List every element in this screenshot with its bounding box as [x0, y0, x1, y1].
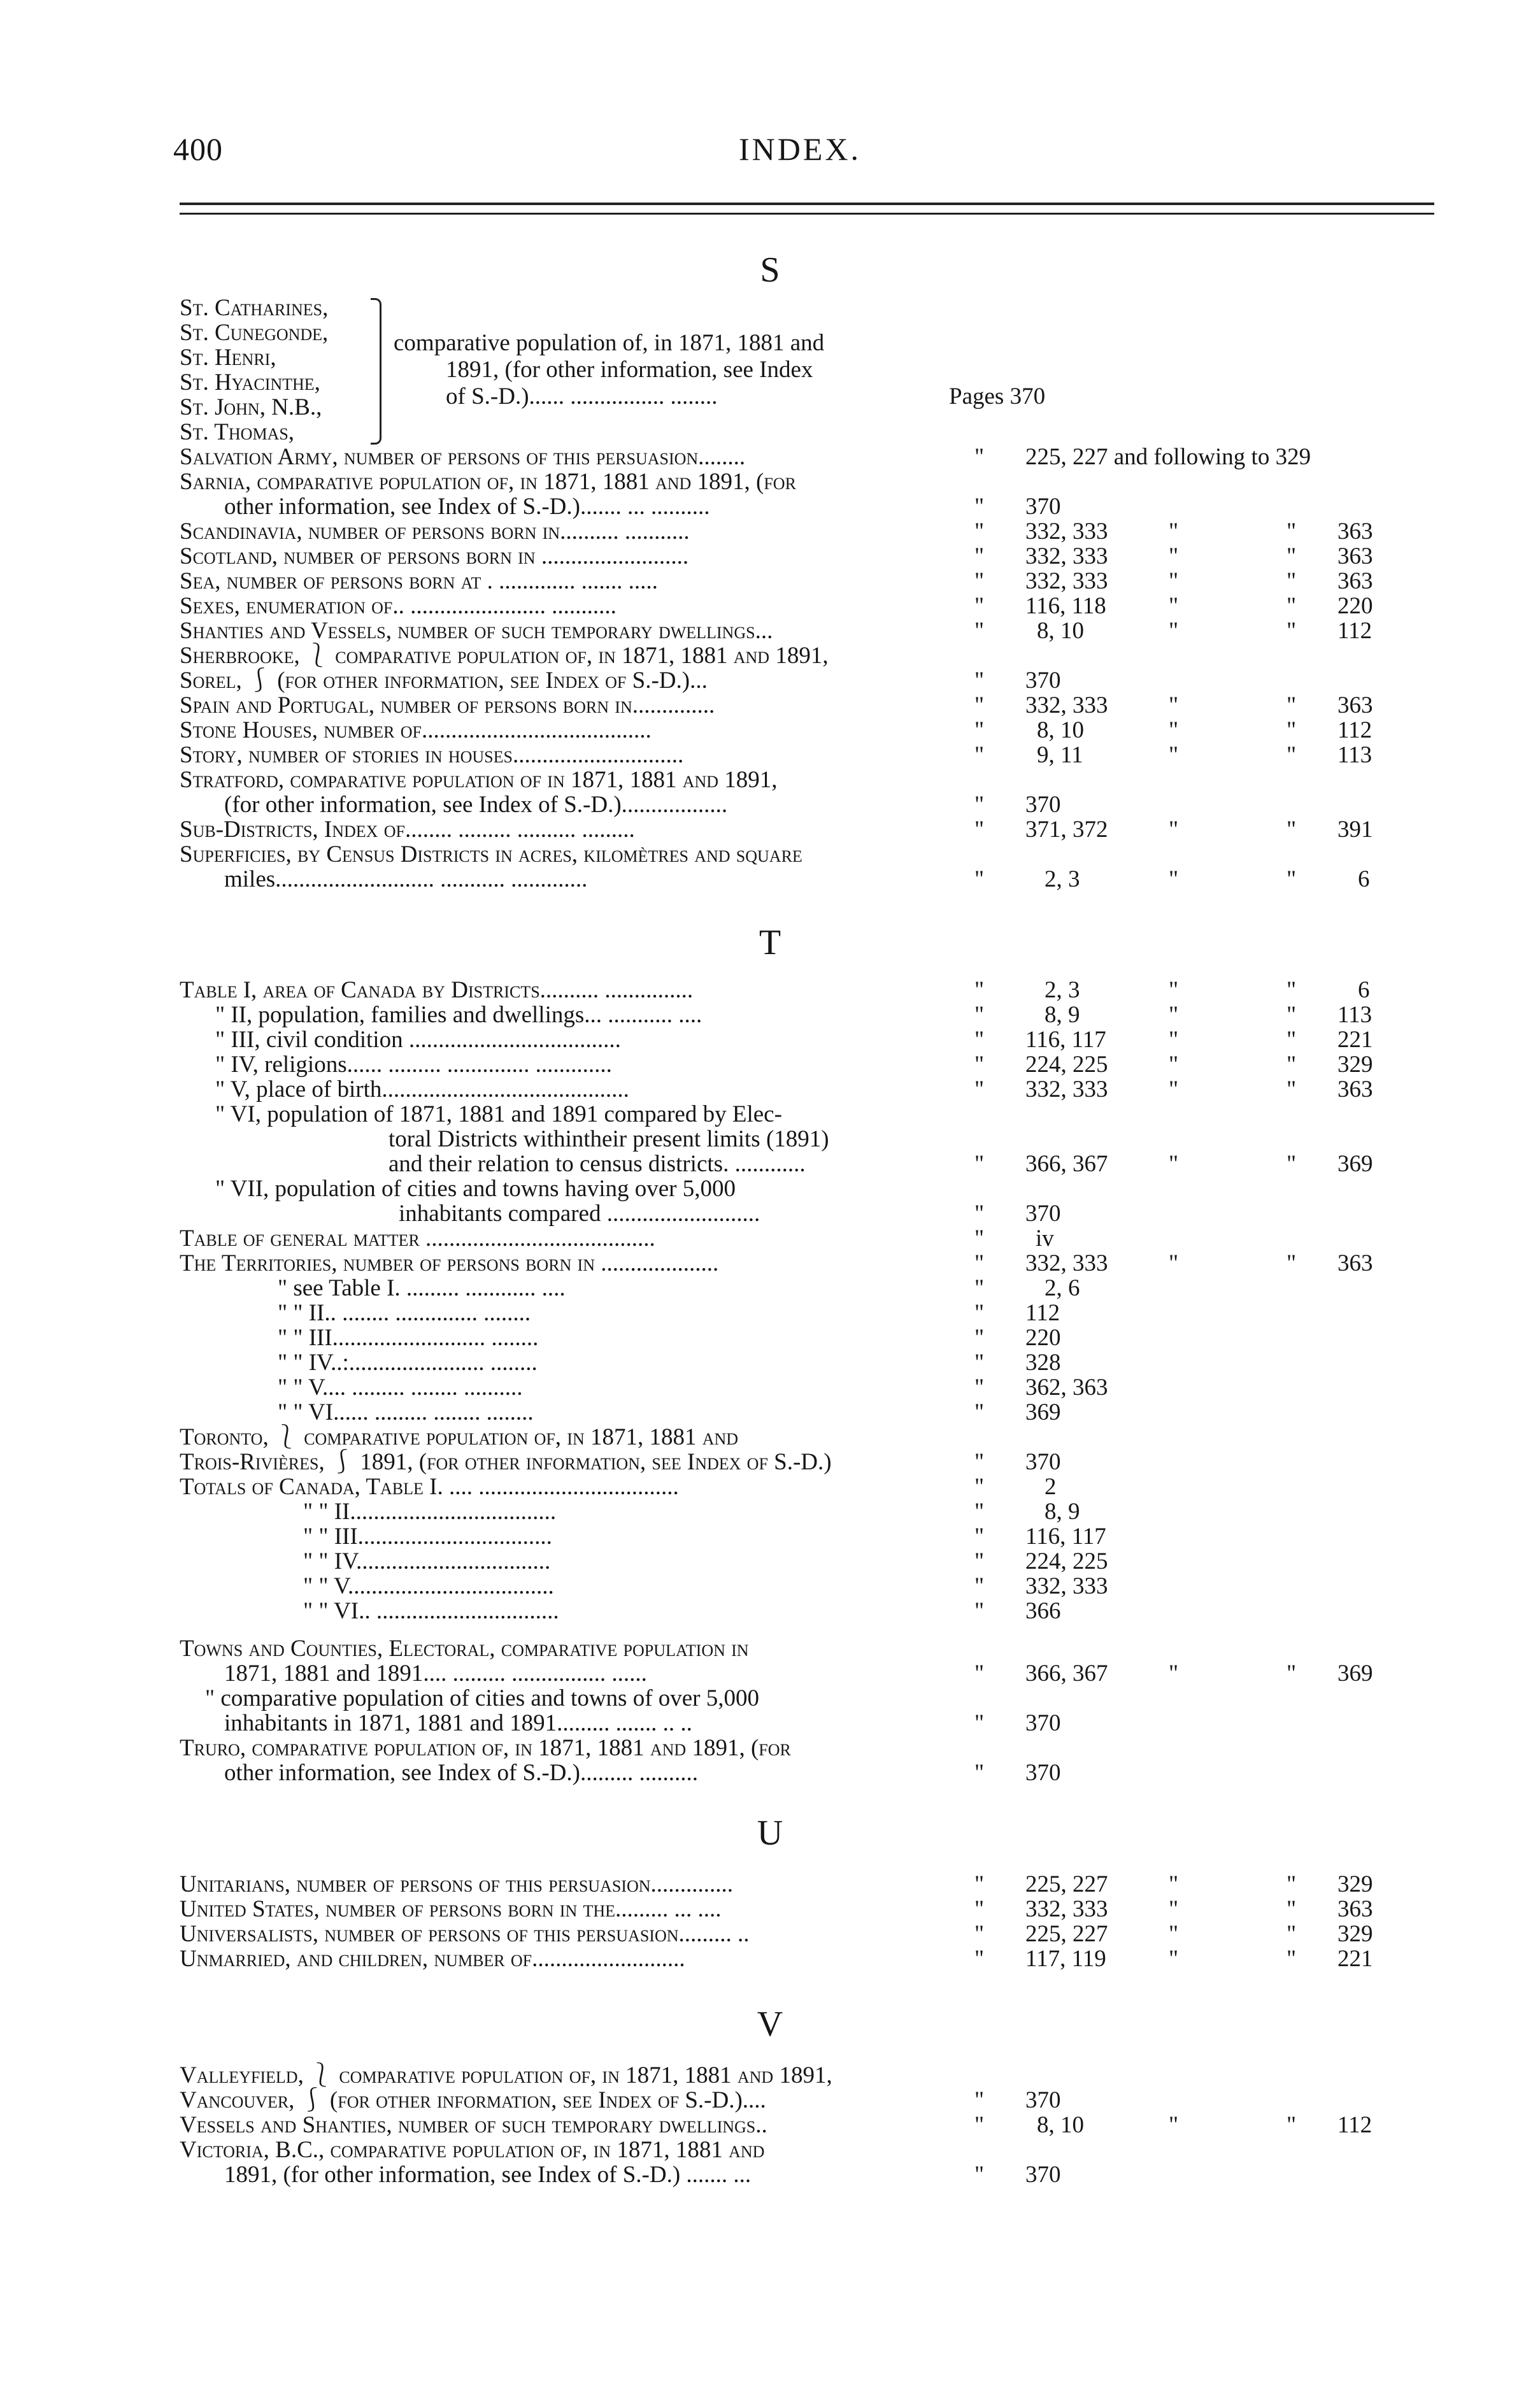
- index-entry: The Territories, number of persons born in ....................: [180, 1250, 719, 1276]
- index-entry: " " V.... ......... ........ ..........: [278, 1374, 523, 1401]
- ditto-mark: ": [974, 817, 985, 843]
- page-reference: 224, 225: [1025, 1548, 1108, 1574]
- ditto-mark: ": [974, 742, 985, 768]
- page-reference: 8, 9: [1044, 1499, 1080, 1525]
- page-reference: 363: [1337, 518, 1373, 545]
- header-rule-bottom: [180, 213, 1434, 215]
- index-entry-name: St. Catharines,: [180, 295, 329, 321]
- ditto-mark: ": [974, 1350, 985, 1376]
- page-reference: 8, 10: [1037, 2112, 1084, 2138]
- ditto-mark: ": [974, 1499, 985, 1525]
- page-reference: iv: [1036, 1225, 1054, 1252]
- index-entry: Valleyfield, ⎱ comparative population of, in 1871, 1881 and 1891,: [180, 2062, 832, 2088]
- index-entry: " " III.................................: [303, 1524, 552, 1550]
- ditto-mark: ": [974, 866, 985, 892]
- ditto-mark: ": [1287, 1946, 1297, 1972]
- page-reference: 112: [1337, 618, 1372, 644]
- page-reference: 366, 367: [1025, 1151, 1108, 1177]
- ditto-mark: ": [974, 2087, 985, 2113]
- index-entry-text: of S.-D.)...... ................ ........: [446, 383, 718, 410]
- ditto-mark: ": [974, 1921, 985, 1947]
- ditto-mark: ": [1287, 717, 1297, 743]
- page-reference: 332, 333: [1025, 1076, 1108, 1103]
- ditto-mark: ": [974, 717, 985, 743]
- ditto-mark: ": [1287, 1896, 1297, 1922]
- ditto-mark: ": [1169, 2112, 1179, 2138]
- page-reference: 328: [1025, 1350, 1061, 1376]
- ditto-mark: ": [1169, 817, 1179, 843]
- page-reference: 370: [1025, 2162, 1061, 2188]
- index-entry-cont: inhabitants compared ..........................: [399, 1201, 760, 1227]
- ditto-mark: ": [974, 568, 985, 594]
- page-reference: 9, 11: [1037, 742, 1083, 768]
- ditto-mark: ": [974, 1374, 985, 1401]
- ditto-mark: ": [974, 1027, 985, 1053]
- index-entry-text: comparative population of, in 1871, 1881 and: [394, 330, 825, 356]
- index-entry: " III, civil condition ....................................: [215, 1027, 621, 1053]
- page-reference: 370: [1025, 2087, 1061, 2113]
- index-entry-cont: miles........................... ........... .............: [224, 866, 588, 892]
- ditto-mark: ": [974, 1076, 985, 1103]
- page-reference: 225, 227: [1025, 1871, 1108, 1897]
- index-entry: " " III.......................... ........: [278, 1325, 539, 1351]
- index-entry-cont: (for other information, see Index of S.-D.)..................: [224, 792, 728, 818]
- ditto-mark: ": [974, 1871, 985, 1897]
- index-entry: Sexes, enumeration of.. ....................... ...........: [180, 593, 617, 619]
- ditto-mark: ": [1169, 1660, 1179, 1687]
- ditto-mark: ": [974, 1660, 985, 1687]
- page-reference: 363: [1337, 568, 1373, 594]
- index-entry: " VII, population of cities and towns having over 5,000: [215, 1176, 736, 1202]
- page-reference: 362, 363: [1025, 1374, 1108, 1401]
- page-reference: 332, 333: [1025, 543, 1108, 569]
- index-entry: Truro, comparative population of, in 1871, 1881 and 1891, (for: [180, 1735, 791, 1761]
- index-entry: " " IV.................................: [303, 1548, 551, 1574]
- page-reference: 332, 333: [1025, 568, 1108, 594]
- index-entry: Story, number of stories in houses.............................: [180, 742, 684, 768]
- page-reference: 6: [1358, 977, 1370, 1003]
- page-reference: 116, 117: [1025, 1027, 1106, 1053]
- index-entry: Universalists, number of persons of this persuasion......... ..: [180, 1921, 750, 1947]
- index-entry: Sorel, ⎰ (for other information, see Index of S.-D.)...: [180, 667, 708, 694]
- ditto-mark: ": [1287, 1027, 1297, 1053]
- index-entry: Vancouver, ⎰ (for other information, see Index of S.-D.)....: [180, 2087, 766, 2113]
- ditto-mark: ": [1169, 1052, 1179, 1078]
- index-entry: " comparative population of cities and towns of over 5,000: [205, 1685, 760, 1711]
- index-entry-cont: 1891, (for other information, see Index of S.-D.) ....... ...: [224, 2162, 752, 2188]
- index-entry: Toronto, ⎱ comparative population of, in 1871, 1881 and: [180, 1424, 739, 1450]
- page-reference: 370: [1025, 667, 1061, 694]
- ditto-mark: ": [974, 792, 985, 818]
- ditto-mark: ": [1169, 568, 1179, 594]
- index-entry: " see Table I. ......... ............ ....: [278, 1275, 566, 1301]
- index-entry-cont: inhabitants in 1871, 1881 and 1891......... ....... .. ..: [224, 1710, 692, 1736]
- header-rule-top: [180, 203, 1434, 205]
- page-reference: 113: [1337, 1002, 1372, 1028]
- page-reference: 2, 3: [1044, 977, 1080, 1003]
- ditto-mark: ": [974, 1300, 985, 1326]
- page-reference: 2, 3: [1044, 866, 1080, 892]
- page-reference: 8, 9: [1044, 1002, 1080, 1028]
- ditto-mark: ": [974, 593, 985, 619]
- ditto-mark: ": [1169, 1946, 1179, 1972]
- page-reference: 220: [1025, 1325, 1061, 1351]
- page-reference: 370: [1025, 1760, 1061, 1786]
- page-reference: 332, 333: [1025, 1573, 1108, 1599]
- ditto-mark: ": [974, 444, 985, 470]
- ditto-mark: ": [1287, 618, 1297, 644]
- ditto-mark: ": [1169, 1151, 1179, 1177]
- index-entry-name: St. John, N.B.,: [180, 394, 322, 420]
- page-reference: 224, 225: [1025, 1052, 1108, 1078]
- ditto-mark: ": [974, 1275, 985, 1301]
- ditto-mark: ": [1287, 1002, 1297, 1028]
- ditto-mark: ": [974, 1946, 985, 1972]
- ditto-mark: ": [974, 1250, 985, 1276]
- index-entry: Scandinavia, number of persons born in.......... ...........: [180, 518, 690, 545]
- index-entry: " V, place of birth..........................................: [215, 1076, 629, 1103]
- index-entry: Sarnia, comparative population of, in 1871, 1881 and 1891, (for: [180, 469, 796, 495]
- page-reference: 117, 119: [1025, 1946, 1106, 1972]
- ditto-mark: ": [1287, 593, 1297, 619]
- ditto-mark: ": [1287, 977, 1297, 1003]
- ditto-mark: ": [1287, 543, 1297, 569]
- ditto-mark: ": [1287, 1076, 1297, 1103]
- index-entry: Spain and Portugal, number of persons born in..............: [180, 692, 715, 718]
- page-reference: 8, 10: [1037, 618, 1084, 644]
- index-entry: " " II...................................: [303, 1499, 557, 1525]
- ditto-mark: ": [1169, 593, 1179, 619]
- page-reference: Pages 370: [949, 383, 1046, 410]
- section-letter-v: V: [757, 2004, 783, 2044]
- ditto-mark: ": [974, 1548, 985, 1574]
- ditto-mark: ": [974, 618, 985, 644]
- ditto-mark: ": [974, 977, 985, 1003]
- page-title: INDEX.: [739, 131, 862, 167]
- page-reference: 116, 118: [1025, 593, 1106, 619]
- ditto-mark: ": [1169, 1871, 1179, 1897]
- ditto-mark: ": [974, 1710, 985, 1736]
- ditto-mark: ": [974, 1474, 985, 1500]
- page-reference: 366, 367: [1025, 1660, 1108, 1687]
- ditto-mark: ": [1287, 742, 1297, 768]
- index-entry: Table I, area of Canada by Districts.......... ...............: [180, 977, 694, 1003]
- ditto-mark: ": [974, 1573, 985, 1599]
- index-entry: Stratford, comparative population of in 1871, 1881 and 1891,: [180, 767, 778, 793]
- index-entry: " " VI...... ......... ........ ........: [278, 1399, 534, 1425]
- page-reference: 329: [1337, 1052, 1373, 1078]
- ditto-mark: ": [1169, 692, 1179, 718]
- page-reference: 332, 333: [1025, 692, 1108, 718]
- ditto-mark: ": [974, 1052, 985, 1078]
- page-number: 400: [173, 131, 223, 167]
- ditto-mark: ": [974, 667, 985, 694]
- page-reference: 332, 333: [1025, 518, 1108, 545]
- page-reference: 369: [1337, 1151, 1373, 1177]
- page-reference: 6: [1358, 866, 1370, 892]
- ditto-mark: ": [974, 1225, 985, 1252]
- ditto-mark: ": [1287, 866, 1297, 892]
- index-entry: Totals of Canada, Table I. .... ..................................: [180, 1474, 679, 1500]
- page-reference: 363: [1337, 1076, 1373, 1103]
- ditto-mark: ": [974, 543, 985, 569]
- ditto-mark: ": [1287, 2112, 1297, 2138]
- ditto-mark: ": [1169, 1076, 1179, 1103]
- ditto-mark: ": [1287, 817, 1297, 843]
- page-reference: 370: [1025, 494, 1061, 520]
- index-entry-name: St. Henri,: [180, 345, 276, 371]
- ditto-mark: ": [1169, 977, 1179, 1003]
- section-letter-u: U: [757, 1813, 783, 1853]
- ditto-mark: ": [974, 2162, 985, 2188]
- index-entry-name: St. Thomas,: [180, 419, 295, 445]
- page-reference: 112: [1337, 717, 1372, 743]
- ditto-mark: ": [1287, 1151, 1297, 1177]
- index-entry: Scotland, number of persons born in .........................: [180, 543, 689, 569]
- ditto-mark: ": [974, 1760, 985, 1786]
- page-reference: 370: [1025, 1710, 1061, 1736]
- page-reference: 371, 372: [1025, 817, 1108, 843]
- ditto-mark: ": [974, 1151, 985, 1177]
- page-reference: 225, 227: [1025, 1921, 1108, 1947]
- index-entry: " IV, religions...... ......... .............. .............: [215, 1052, 612, 1078]
- page-reference: 2, 6: [1044, 1275, 1080, 1301]
- ditto-mark: ": [974, 518, 985, 545]
- page-reference: 370: [1025, 792, 1061, 818]
- index-entry-cont: 1871, 1881 and 1891.... ......... ................ ......: [224, 1660, 647, 1687]
- page-reference: 363: [1337, 692, 1373, 718]
- index-entry-cont: other information, see Index of S.-D.)......... ..........: [224, 1760, 698, 1786]
- page-reference: 112: [1025, 1300, 1060, 1326]
- index-entry: Unitarians, number of persons of this persuasion..............: [180, 1871, 734, 1897]
- page-reference: 370: [1025, 1201, 1061, 1227]
- ditto-mark: ": [1169, 1027, 1179, 1053]
- ditto-mark: ": [974, 1896, 985, 1922]
- index-entry: Table of general matter .......................................: [180, 1225, 655, 1252]
- page-reference: 369: [1025, 1399, 1061, 1425]
- index-entry-cont: toral Districts withintheir present limits (1891): [389, 1126, 829, 1152]
- index-entry: Salvation Army, number of persons of this persuasion........: [180, 444, 746, 470]
- ditto-mark: ": [974, 2112, 985, 2138]
- page-reference: 329: [1337, 1921, 1373, 1947]
- index-entry: " " II.. ........ .............. ........: [278, 1300, 531, 1326]
- ditto-mark: ": [1287, 692, 1297, 718]
- index-entry-text: 1891, (for other information, see Index: [446, 357, 813, 383]
- index-entry: United States, number of persons born in the......... ... ....: [180, 1896, 722, 1922]
- index-entry: " " IV..:....................... ........: [278, 1350, 538, 1376]
- ditto-mark: ": [974, 1201, 985, 1227]
- page-reference: 116, 117: [1025, 1524, 1106, 1550]
- page-reference: 2: [1044, 1474, 1057, 1500]
- ditto-mark: ": [974, 1449, 985, 1475]
- index-entry: Towns and Counties, Electoral, comparative population in: [180, 1636, 749, 1662]
- page-reference: 363: [1337, 1250, 1373, 1276]
- ditto-mark: ": [1287, 1871, 1297, 1897]
- ditto-mark: ": [1169, 1250, 1179, 1276]
- index-entry-cont: and their relation to census districts. ............: [389, 1151, 806, 1177]
- page-reference: 112: [1337, 2112, 1372, 2138]
- ditto-mark: ": [1169, 742, 1179, 768]
- page-reference: 225, 227 and following to 329: [1025, 444, 1311, 470]
- index-entry: Sub-Districts, Index of........ ......... .......... .........: [180, 817, 635, 843]
- ditto-mark: ": [1169, 1921, 1179, 1947]
- index-entry: Vessels and Shanties, number of such temporary dwellings..: [180, 2112, 767, 2138]
- page-reference: 332, 333: [1025, 1896, 1108, 1922]
- ditto-mark: ": [1287, 1660, 1297, 1687]
- ditto-mark: ": [1169, 866, 1179, 892]
- index-entry: Sherbrooke, ⎱ comparative population of, in 1871, 1881 and 1891,: [180, 643, 829, 669]
- ditto-mark: ": [1169, 1896, 1179, 1922]
- ditto-mark: ": [974, 1002, 985, 1028]
- ditto-mark: ": [1169, 1002, 1179, 1028]
- index-entry: " " V...................................: [303, 1573, 554, 1599]
- index-entry: Trois-Rivières, ⎰ 1891, (for other information, see Index of S.-D.): [180, 1449, 832, 1475]
- section-letter-s: S: [760, 250, 780, 290]
- page-reference: 113: [1337, 742, 1372, 768]
- page-reference: 332, 333: [1025, 1250, 1108, 1276]
- index-entry: Victoria, B.C., comparative population of, in 1871, 1881 and: [180, 2137, 765, 2163]
- ditto-mark: ": [1287, 1921, 1297, 1947]
- index-entry: Unmarried, and children, number of..........................: [180, 1946, 685, 1972]
- index-entry: Stone Houses, number of.......................................: [180, 717, 652, 743]
- index-entry: " II, population, families and dwellings... ........... ....: [215, 1002, 702, 1028]
- ditto-mark: ": [974, 1325, 985, 1351]
- index-entry: Sea, number of persons born at . ............. ....... .....: [180, 568, 658, 594]
- page-reference: 363: [1337, 543, 1373, 569]
- ditto-mark: ": [974, 1598, 985, 1624]
- page-reference: 370: [1025, 1449, 1061, 1475]
- page-reference: 220: [1337, 593, 1373, 619]
- ditto-mark: ": [974, 1399, 985, 1425]
- ditto-mark: ": [1287, 568, 1297, 594]
- ditto-mark: ": [1287, 518, 1297, 545]
- page-reference: 369: [1337, 1660, 1373, 1687]
- brace-glyph: [371, 298, 381, 445]
- index-entry: Superficies, by Census Districts in acres, kilomètres and square: [180, 841, 802, 867]
- page-reference: 363: [1337, 1896, 1373, 1922]
- index-entry: " " VI.. ...............................: [303, 1598, 559, 1624]
- index-entry-name: St. Cunegonde,: [180, 320, 329, 346]
- page-reference: 391: [1337, 817, 1373, 843]
- index-entry: " VI, population of 1871, 1881 and 1891 compared by Elec-: [215, 1101, 782, 1127]
- page-reference: 221: [1337, 1027, 1373, 1053]
- index-entry-name: St. Hyacinthe,: [180, 369, 320, 396]
- page-reference: 366: [1025, 1598, 1061, 1624]
- index-entry-cont: other information, see Index of S.-D.)....... ... ..........: [224, 494, 710, 520]
- page-reference: 8, 10: [1037, 717, 1084, 743]
- ditto-mark: ": [1169, 518, 1179, 545]
- ditto-mark: ": [974, 1524, 985, 1550]
- ditto-mark: ": [1169, 543, 1179, 569]
- ditto-mark: ": [1287, 1250, 1297, 1276]
- ditto-mark: ": [974, 692, 985, 718]
- index-entry: Shanties and Vessels, number of such temporary dwellings...: [180, 618, 773, 644]
- ditto-mark: ": [1169, 717, 1179, 743]
- ditto-mark: ": [1169, 618, 1179, 644]
- ditto-mark: ": [1287, 1052, 1297, 1078]
- ditto-mark: ": [974, 494, 985, 520]
- page-reference: 221: [1337, 1946, 1373, 1972]
- page-reference: 329: [1337, 1871, 1373, 1897]
- section-letter-t: T: [759, 923, 781, 962]
